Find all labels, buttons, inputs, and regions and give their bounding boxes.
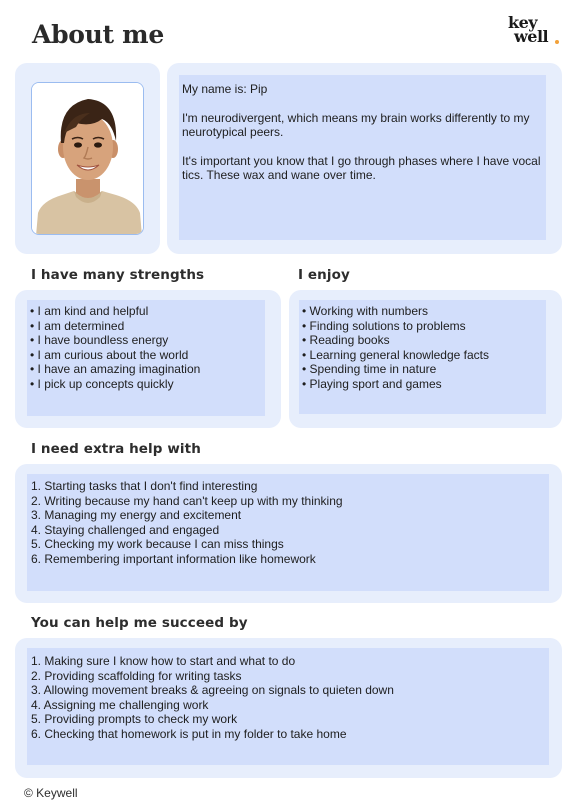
- list-item: • I have an amazing imagination: [30, 362, 201, 376]
- enjoy-list: [302, 304, 543, 391]
- extra-help-heading: I need extra help with: [31, 441, 201, 457]
- list-item: 6. Remembering important information like homework: [31, 551, 316, 566]
- logo-line-2: well: [514, 27, 549, 46]
- list-item: • Learning general knowledge facts: [302, 347, 489, 362]
- strengths-list: [30, 304, 262, 391]
- list-item: 6. Checking that homework is put in my folder to take home: [31, 726, 347, 741]
- list-item: 5. Providing prompts to check my work: [31, 712, 238, 726]
- list-item: • I am curious about the world: [30, 347, 189, 362]
- list-item: 3. Managing my energy and excitement: [31, 508, 242, 522]
- intro-text-box: [179, 75, 546, 240]
- list-item: • I pick up concepts quickly: [30, 376, 174, 391]
- list-item: 4. Staying challenged and engaged: [31, 522, 220, 537]
- list-item: • Playing sport and games: [302, 376, 442, 391]
- list-item: • I am determined: [30, 318, 125, 333]
- enjoy-heading: I enjoy: [298, 267, 350, 283]
- list-item: 1. Starting tasks that I don't find interesting: [31, 479, 258, 493]
- list-item: • I am kind and helpful: [30, 304, 149, 318]
- extra-help-text-box: [27, 474, 549, 591]
- extra-help-list: [31, 479, 545, 566]
- list-item: • I have boundless energy: [30, 333, 169, 347]
- intro-paragraph-2: It's important you know that I go through phases where I have vocal tics. These wax and wane over time.: [182, 153, 541, 182]
- list-item: • Reading books: [302, 333, 390, 347]
- logo-line-1: key: [508, 13, 538, 32]
- list-item: 2. Providing scaffolding for writing tasks: [31, 668, 242, 683]
- succeed-text-box: [27, 648, 549, 765]
- logo-accent-dot: [555, 40, 559, 44]
- copyright-footer: © Keywell: [24, 786, 78, 800]
- enjoy-text-box: [299, 300, 546, 414]
- strengths-text-box: [27, 300, 265, 416]
- list-item: • Finding solutions to problems: [302, 318, 466, 333]
- intro-paragraph-1: I'm neurodivergent, which means my brain works differently to my neurotypical peers.: [182, 110, 530, 139]
- list-item: 4. Assigning me challenging work: [31, 697, 209, 712]
- list-item: 2. Writing because my hand can't keep up with my thinking: [31, 493, 343, 508]
- profile-photo: [31, 82, 144, 235]
- name-line: My name is: Pip: [182, 82, 268, 96]
- page-title: About me: [32, 20, 164, 49]
- list-item: 1. Making sure I know how to start and what to do: [31, 654, 296, 668]
- child-portrait-icon: [32, 83, 144, 235]
- list-item: 3. Allowing movement breaks & agreeing on signals to quieten down: [31, 683, 394, 697]
- list-item: • Spending time in nature: [302, 362, 437, 376]
- list-item: 5. Checking my work because I can miss things: [31, 537, 284, 551]
- succeed-list: [31, 654, 545, 741]
- strengths-heading: I have many strengths: [31, 267, 205, 283]
- keywell-logo: [508, 13, 560, 48]
- list-item: • Working with numbers: [302, 304, 429, 318]
- succeed-heading: You can help me succeed by: [31, 615, 248, 631]
